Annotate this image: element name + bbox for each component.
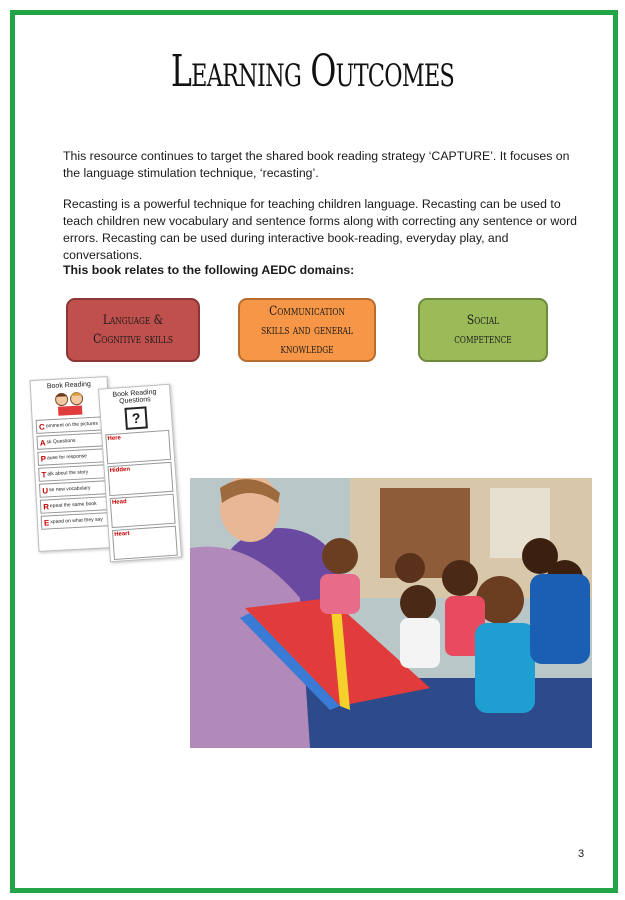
domain-label: Social competence [454, 313, 512, 347]
domain-language-cognitive [66, 298, 200, 362]
letter: T [41, 469, 47, 480]
capture-row [40, 496, 111, 514]
question-mark-icon: ? [124, 406, 147, 429]
letter: U [42, 485, 49, 496]
row-text: se new vocabulary [48, 485, 91, 494]
capture-row [41, 512, 112, 530]
letter: E [43, 517, 50, 528]
letter: P [40, 453, 47, 464]
row-text: omment on the pictures [45, 420, 99, 430]
question-section [105, 430, 171, 464]
letter: C [38, 421, 46, 432]
domain-label: Language & Cognitive skills [93, 313, 173, 347]
capture-row [36, 416, 107, 434]
domain-communication [238, 298, 376, 362]
question-section [110, 494, 176, 528]
intro-paragraph: This resource continues to target the shared book reading strategy ‘CAPTURE’. It focuses on the language stimulation technique, ‘recasting’. [63, 149, 570, 180]
card-title: Book Reading [46, 380, 92, 391]
section-heading: Head [111, 499, 127, 507]
page-number: 3 [578, 848, 585, 860]
page-title: Learning Outcomes [170, 46, 455, 97]
children-reading-illustration [49, 389, 90, 417]
capture-row [38, 464, 109, 482]
recasting-paragraph: Recasting is a powerful technique for teaching children language. Recasting can be used to teach children new vocabulary and sentence forms along with correcting any sentence or word errors. Recasting can be used during interactive book-reading, everyday play, and conversations. [63, 197, 578, 262]
section-heading: Heart [114, 530, 130, 538]
question-section [112, 526, 178, 560]
section-heading: Hidden [109, 466, 131, 475]
capture-row [36, 432, 107, 450]
letter: R [42, 501, 50, 512]
domain-label: Communication skills and general knowledge [261, 303, 353, 357]
aedc-heading: This book relates to the following AEDC domains: [63, 263, 355, 277]
book-reading-questions-card [98, 384, 182, 563]
capture-row [39, 480, 110, 498]
letter: A [39, 437, 46, 448]
question-section [107, 462, 173, 496]
row-text: alk about the story [47, 469, 89, 478]
card-title: Book Reading Questions [112, 388, 157, 406]
teacher-reading-photo [190, 478, 592, 748]
row-text: sk Questions [46, 437, 76, 446]
domain-social-competence [418, 298, 548, 362]
row-text: xpand on what they say [50, 516, 103, 526]
capture-row [37, 448, 108, 466]
section-heading: Here [107, 435, 122, 443]
row-text: epeat the same book [49, 500, 97, 510]
row-text: ause for response [46, 453, 88, 462]
